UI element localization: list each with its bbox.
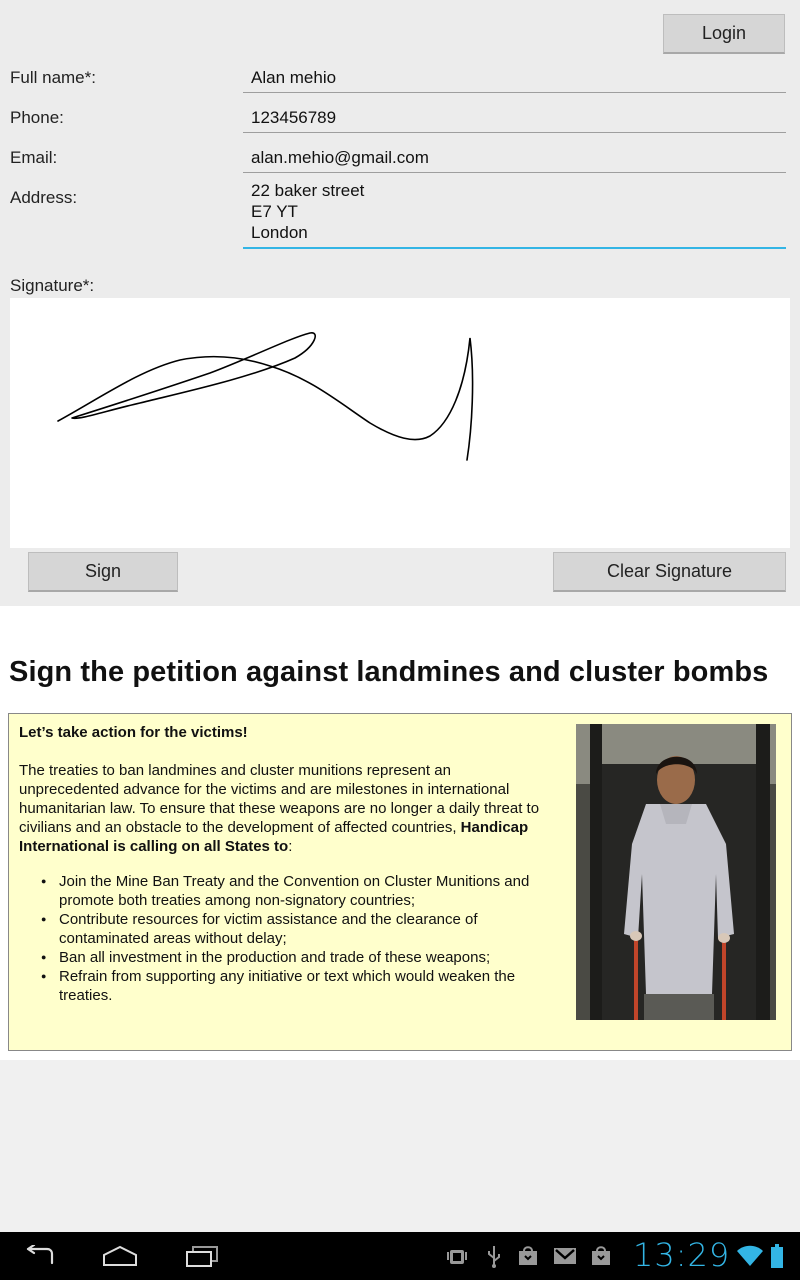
home-icon[interactable] (100, 1240, 140, 1272)
usb-icon (484, 1240, 504, 1272)
list-item: ● Contribute resources for victim assistance and the clearance of contaminated areas without delay; (19, 910, 549, 948)
petition-paragraph (19, 761, 549, 856)
address-line: E7 YT (251, 202, 298, 221)
login-button[interactable]: Login (663, 14, 785, 54)
sign-button[interactable]: Sign (28, 552, 178, 592)
phone-field[interactable]: 123456789 (243, 107, 786, 133)
petition-info-box (8, 713, 792, 1051)
signature-label: Signature*: (10, 276, 95, 295)
recent-apps-icon[interactable] (182, 1240, 222, 1272)
list-item: ● Refrain from supporting any initiative or text which would weaken the treaties. (19, 967, 549, 1005)
full-name-label: Full name*: (10, 68, 96, 87)
list-item: ● Join the Mine Ban Treaty and the Convention on Cluster Munitions and promote both treaties among non-signatory countries; (19, 872, 549, 910)
address-line: 22 baker street (251, 181, 365, 200)
list-item: ● Ban all investment in the production and trade of these weapons; (19, 948, 549, 967)
back-icon[interactable] (20, 1240, 60, 1272)
battery-icon (770, 1240, 784, 1272)
paragraph-end: : (288, 838, 293, 855)
paragraph-text: The treaties to ban landmines and cluster munitions represent an unprecedented advance for the victims and are milestones in international humanitarian law. To ensure that these weapons are no longer a daily threat to civilians and an obstacle to the development of affected countries, (19, 762, 540, 836)
shopping-bag-icon (589, 1240, 613, 1272)
system-navigation-bar (0, 1232, 800, 1280)
petition-webview (0, 606, 800, 1060)
signature-pad[interactable] (10, 298, 790, 548)
phone-label: Phone: (10, 108, 64, 127)
demands-list (19, 872, 549, 1005)
email-label: Email: (10, 148, 58, 167)
address-line: London (251, 223, 308, 242)
paragraph-bold-text: Handicap International is calling on all States to (19, 819, 529, 855)
address-label: Address: (10, 188, 78, 207)
email-field[interactable]: alan.mehio@gmail.com (243, 147, 786, 173)
victim-photo (576, 724, 776, 1020)
wifi-icon (736, 1240, 764, 1272)
petition-heading: Let’s take action for the victims! (19, 724, 248, 741)
android-debug-icon (446, 1240, 468, 1272)
full-name-field[interactable]: Alan mehio (243, 67, 786, 93)
address-field[interactable] (243, 180, 786, 249)
signature-stroke (10, 298, 790, 548)
petition-title: Sign the petition against landmines and cluster bombs (9, 656, 769, 688)
shopping-bag-icon (516, 1240, 540, 1272)
status-clock: 13:29 (633, 1236, 731, 1274)
clear-signature-button[interactable]: Clear Signature (553, 552, 786, 592)
petition-form (0, 0, 800, 606)
gmail-icon (552, 1240, 578, 1272)
